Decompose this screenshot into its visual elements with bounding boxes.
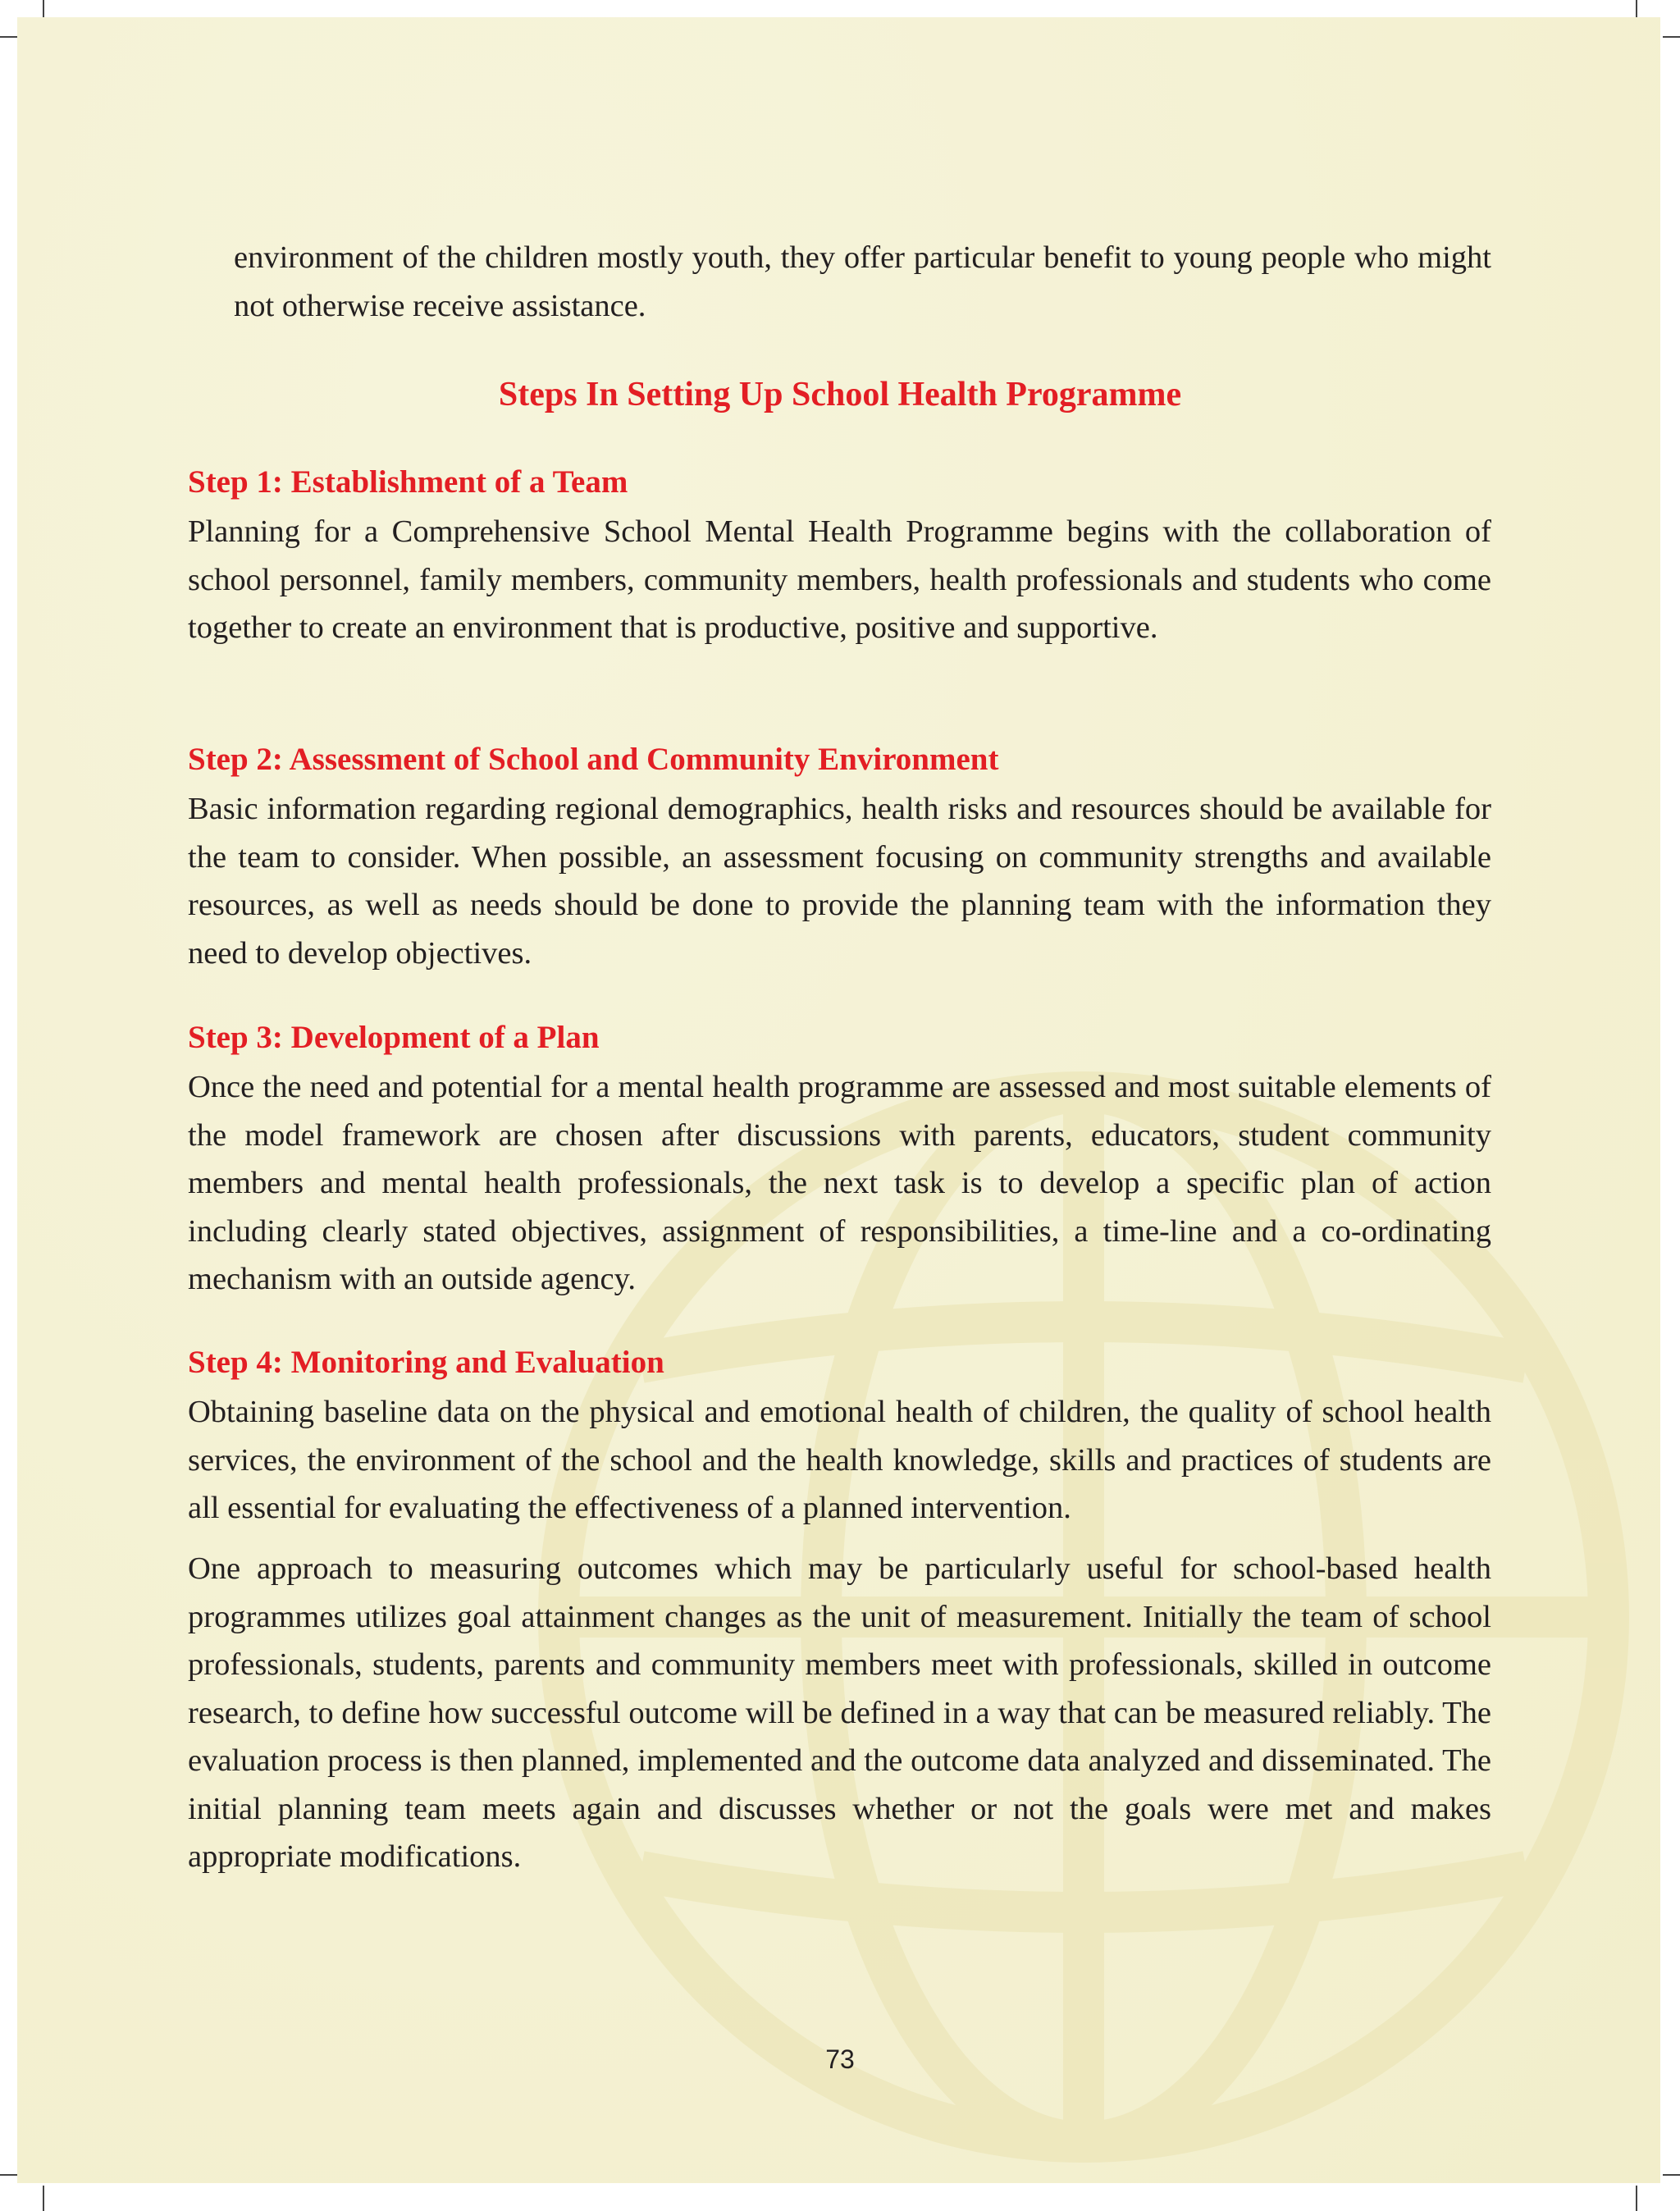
- crop-mark: [43, 2186, 44, 2211]
- crop-mark: [43, 0, 44, 17]
- step-2-body: Basic information regarding regional demographics, health risks and resources should be available for the team to consider. When possible, an assessment focusing on community strengths and available resources, as well as needs should be done to provide the planning team with the information they need to develop objectives.: [188, 792, 1491, 971]
- page-title: Steps In Setting Up School Health Programme: [498, 376, 1182, 413]
- step-1-heading: Step 1: Establishment of a Team: [188, 464, 628, 500]
- crop-mark: [1636, 0, 1637, 17]
- crop-mark: [1636, 2186, 1637, 2211]
- step-4-body: Obtaining baseline data on the physical and emotional health of children, the quality of school health services, the environment of the school and the health knowledge, skills and practices of students are all essential for evaluating the effectiveness of a planned intervention.: [188, 1395, 1491, 1525]
- step-4-heading: Step 4: Monitoring and Evaluation: [188, 1345, 664, 1380]
- step-3-heading: Step 3: Development of a Plan: [188, 1020, 600, 1055]
- crop-mark: [1663, 2174, 1680, 2176]
- step-2-heading: Step 2: Assessment of School and Community Environment: [188, 742, 999, 777]
- step-1-body: Planning for a Comprehensive School Mental Health Programme begins with the collaboration of school personnel, family members, community members, health professionals and students who come together to create an environment that is productive, positive and supportive.: [188, 514, 1491, 645]
- crop-mark: [0, 2174, 17, 2176]
- crop-mark: [0, 36, 17, 38]
- intro-paragraph: environment of the children mostly youth, they offer particular benefit to young people who might not otherwise receive assistance.: [234, 240, 1491, 323]
- step-3-body: Once the need and potential for a mental health programme are assessed and most suitable elements of the model framework are chosen after discussions with parents, educators, student community members and mental health professionals, the next task is to develop a specific plan of action including clearly stated objectives, assignment of responsibilities, a time-line and a co-ordinating mechanism with an outside agency.: [188, 1070, 1491, 1296]
- page-number: 73: [825, 2044, 855, 2074]
- closing-paragraph: One approach to measuring outcomes which may be particularly useful for school-based health programmes utilizes goal attainment changes as the unit of measurement. Initially the team of school professionals, students, parents and community members meet with professionals, skilled in outcome research, to define how successful outcome will be defined in a way that can be measured reliably. The evaluation process is then planned, implemented and the outcome data analyzed and disseminated. The initial planning team meets again and discusses whether or not the goals were met and makes appropriate modifications.: [188, 1551, 1491, 1874]
- crop-mark: [1663, 36, 1680, 38]
